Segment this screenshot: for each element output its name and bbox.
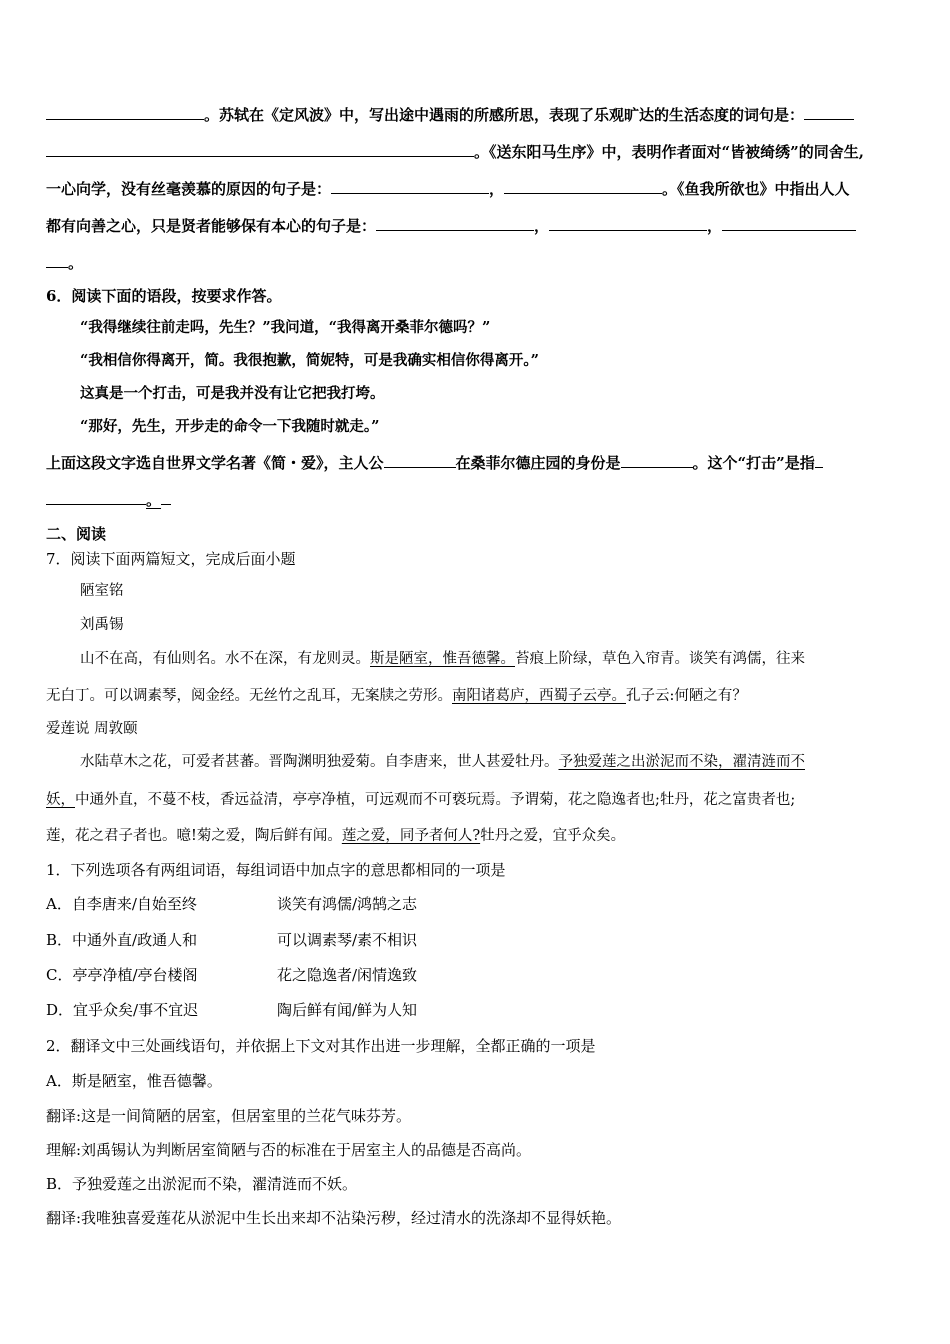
option-text: 花之隐逸者/闲情逸致 bbox=[277, 966, 418, 984]
underlined-sentence: 妖， bbox=[46, 792, 75, 808]
q5-line-2 bbox=[46, 141, 864, 162]
q5-line-4 bbox=[46, 215, 856, 236]
answer-blank[interactable] bbox=[722, 215, 856, 231]
q6-question-text: 在桑菲尔德庄园的身份是 bbox=[455, 454, 621, 472]
text-segment: 中通外直，不蔓不枝，香远益清，亭亭净植，可远观而不可亵玩焉。予谓菊，花之隐逸者也;牡丹，花之富贵者也; bbox=[75, 792, 796, 808]
q6-question-text: 上面这段文字选自世界文学名著《简・爱》，主人公 bbox=[46, 454, 384, 472]
option-a[interactable] bbox=[46, 894, 418, 914]
answer-blank[interactable] bbox=[815, 452, 823, 468]
answer-blank[interactable] bbox=[384, 452, 456, 468]
sub1-stem: 1．下列选项各有两组词语，每组词语中加点字的意思都相同的一项是 bbox=[46, 861, 506, 879]
translation-line: 翻译:这是一间简陋的居室，但居室里的兰花气味芬芳。 bbox=[46, 1107, 412, 1125]
q5-line-3 bbox=[46, 178, 850, 199]
option-d[interactable] bbox=[46, 1000, 418, 1020]
text2-line bbox=[80, 752, 805, 772]
translation-line: 翻译:我唯独喜爱莲花从淤泥中生长出来却不沾染污秽，经过清水的洗涤却不显得妖艳。 bbox=[46, 1209, 622, 1227]
text-segment: 无白丁。可以调素琴，阅金经。无丝竹之乱耳，无案牍之劳形。 bbox=[46, 688, 452, 704]
q7-title: 7．阅读下面两篇短文，完成后面小题 bbox=[46, 550, 296, 568]
option-text: 予独爱莲之出淤泥而不染，濯清涟而不妖。 bbox=[72, 1175, 358, 1193]
answer-blank[interactable] bbox=[46, 252, 68, 268]
understanding-line: 理解:刘禹锡认为判断居室简陋与否的标准在于居室主人的品德是否高尚。 bbox=[46, 1141, 532, 1159]
text-segment: 苔痕上阶绿，草色入帘青。谈笑有鸿儒，往来 bbox=[515, 651, 805, 667]
option-text: 宜乎众矣/事不宜迟 bbox=[73, 1001, 199, 1019]
q6-question-text: 。这个“打击”是指 bbox=[692, 454, 815, 472]
option-text: 亭亭净植/亭台楼阁 bbox=[72, 966, 198, 984]
underlined-sentence: 斯是陋室，惟吾德馨。 bbox=[370, 651, 515, 667]
underlined-sentence: 莲之爱，同予者何人? bbox=[341, 828, 481, 844]
text-segment: 牡丹之爱，宜乎众矣。 bbox=[480, 828, 626, 844]
text1-author: 刘禹锡 bbox=[80, 617, 124, 633]
comma: ， bbox=[534, 217, 550, 235]
section-title: 二、阅读 bbox=[46, 525, 107, 543]
option-label: C． bbox=[46, 966, 73, 984]
q5-line-5 bbox=[46, 252, 83, 273]
q5-text: 都有向善之心，只是贤者能够保有本心的句子是： bbox=[46, 217, 377, 235]
option-text: 谈笑有鸿儒/鸿鹄之志 bbox=[277, 895, 418, 913]
text-segment: 孔子云:何陋之有？ bbox=[626, 688, 747, 704]
answer-blank[interactable] bbox=[804, 104, 854, 120]
text-segment: 莲，花之君子者也。噫!菊之爱，陶后鲜有闻。 bbox=[46, 828, 342, 844]
q5-text: 。《鱼我所欲也》中指出人人 bbox=[662, 180, 850, 198]
text1-line bbox=[80, 649, 805, 669]
sub2-stem: 2．翻译文中三处画线语句，并依据上下文对其作出进一步理解，全都正确的一项是 bbox=[46, 1037, 596, 1055]
option-label: A． bbox=[46, 1072, 72, 1090]
underlined-sentence: 南阳诸葛庐，西蜀子云亭。 bbox=[452, 688, 626, 704]
q5-text: 。《送东阳马生序》中，表明作者面对“皆被绮绣”的同舍生, bbox=[474, 143, 864, 161]
sub2-option-a[interactable] bbox=[46, 1071, 222, 1091]
answer-blank[interactable] bbox=[46, 489, 146, 505]
answer-blank[interactable] bbox=[549, 215, 707, 231]
period: 。 bbox=[68, 254, 84, 272]
option-text: 自李唐来/自始至终 bbox=[71, 895, 197, 913]
text1-line bbox=[46, 686, 747, 706]
option-text: 陶后鲜有闻/鲜为人知 bbox=[277, 1001, 418, 1019]
option-text: 斯是陋室，惟吾德馨。 bbox=[71, 1072, 222, 1090]
option-c[interactable] bbox=[46, 965, 418, 985]
answer-blank[interactable] bbox=[504, 178, 662, 194]
underlined-sentence: 予独爱莲之出淤泥而不染，濯清涟而不 bbox=[558, 754, 805, 770]
q6-paragraph: “那好，先生，开步走的命令一下我随时就走。” bbox=[80, 418, 380, 435]
answer-blank[interactable] bbox=[161, 489, 171, 505]
q6-paragraph: 这真是一个打击，可是我并没有让它把我打垮。 bbox=[80, 385, 385, 402]
option-label: B． bbox=[46, 931, 73, 949]
q5-line-1 bbox=[46, 104, 854, 125]
answer-blank[interactable] bbox=[46, 141, 474, 157]
option-b[interactable] bbox=[46, 930, 418, 950]
answer-blank[interactable] bbox=[621, 452, 693, 468]
option-text: 可以调素琴/素不相识 bbox=[277, 931, 418, 949]
option-label: D． bbox=[46, 1001, 74, 1019]
q6-question-line-2 bbox=[46, 489, 171, 510]
option-label: A． bbox=[46, 895, 72, 913]
sub2-option-b[interactable] bbox=[46, 1174, 357, 1194]
answer-blank[interactable] bbox=[331, 178, 489, 194]
text-segment: 水陆草木之花，可爱者甚蕃。晋陶渊明独爱菊。自李唐来，世人甚爱牡丹。 bbox=[80, 754, 559, 770]
answer-blank[interactable] bbox=[376, 215, 534, 231]
q5-text: 一心向学，没有丝毫羡慕的原因的句子是： bbox=[46, 180, 332, 198]
option-label: B． bbox=[46, 1175, 73, 1193]
text2-title: 爱莲说 周敦颐 bbox=[46, 721, 138, 737]
text2-line bbox=[46, 826, 625, 846]
text1-title: 陋室铭 bbox=[80, 583, 124, 599]
option-text: 中通外直/政通人和 bbox=[72, 931, 198, 949]
q6-question-line-1 bbox=[46, 452, 823, 473]
text-segment: 山不在高，有仙则名。水不在深，有龙则灵。 bbox=[80, 651, 370, 667]
q6-title: 6．阅读下面的语段，按要求作答。 bbox=[46, 287, 282, 305]
q6-paragraph: “我相信你得离开，简。我很抱歉，简妮特，可是我确实相信你得离开。” bbox=[80, 352, 539, 369]
comma: ， bbox=[489, 180, 505, 198]
q6-paragraph: “我得继续往前走吗，先生？”我问道，“我得离开桑菲尔德吗？” bbox=[80, 319, 491, 336]
comma: ， bbox=[707, 217, 723, 235]
q5-text: 。苏轼在《定风波》中，写出途中遇雨的所感所思，表现了乐观旷达的生活态度的词句是： bbox=[204, 106, 805, 124]
text2-line bbox=[46, 790, 795, 810]
answer-blank[interactable] bbox=[46, 104, 204, 120]
period: 。 bbox=[146, 491, 162, 509]
